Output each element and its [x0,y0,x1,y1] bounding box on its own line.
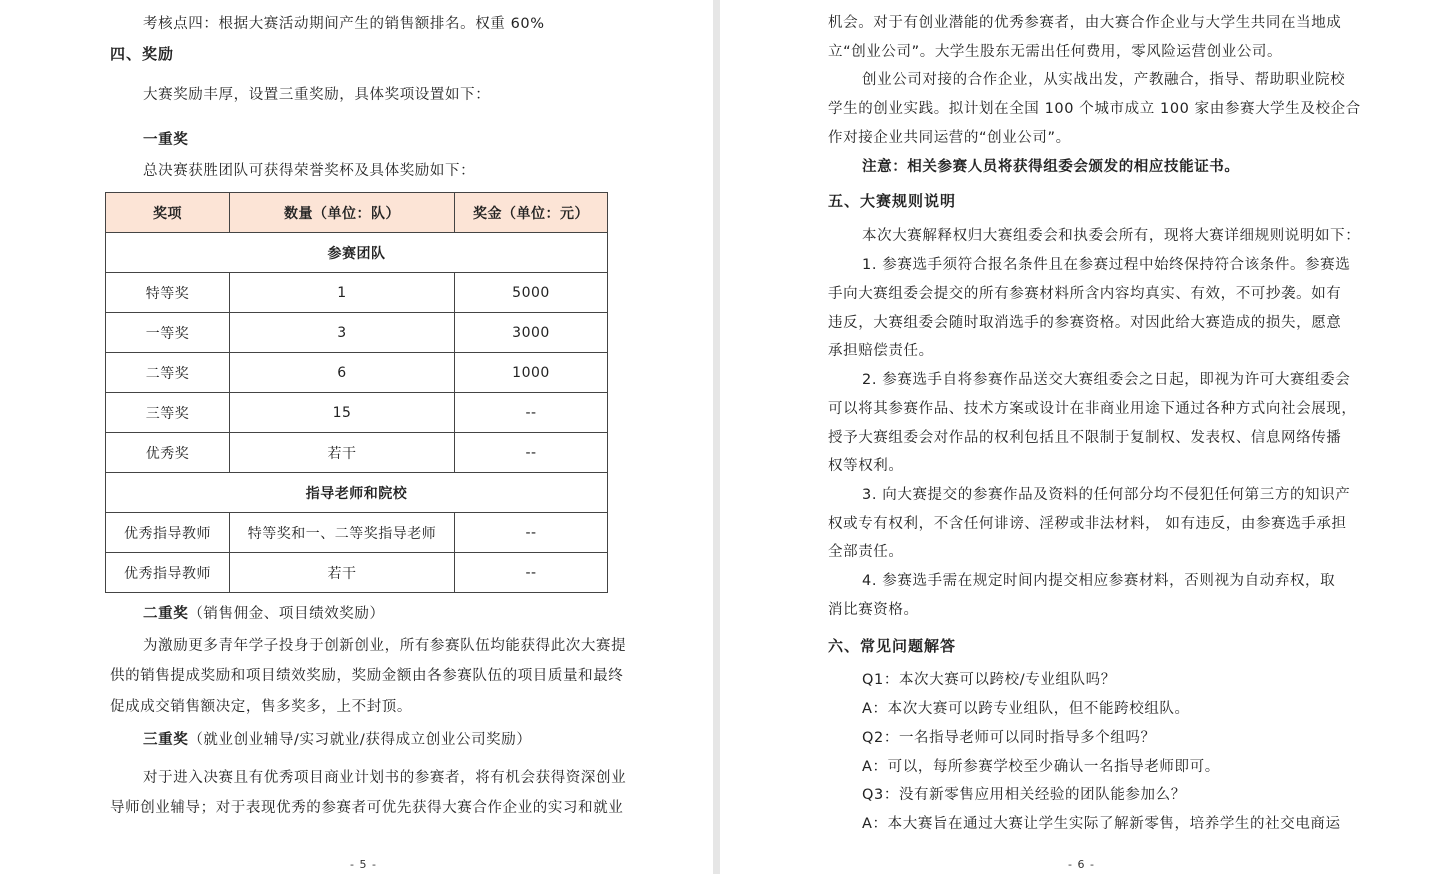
cell-quantity: 3 [230,313,455,353]
table-row [106,353,608,393]
awards-intro: 大赛奖励丰厚，设置三重奖励，具体奖项设置如下： [143,87,491,103]
rule-4-line: 消比赛资格。 [828,602,919,618]
cell-quantity: 若干 [230,433,455,473]
rule-4-line: 4. 参赛选手需在规定时间内提交相应参赛材料，否则视为自动弃权，取 [862,573,1336,589]
table-row [106,513,608,553]
section-teams: 参赛团队 [106,233,608,273]
rule-3-line: 全部责任。 [828,544,904,560]
continued-line: 立“创业公司”。大学生股东无需出任何费用，零风险运营创业公司。 [828,44,1283,60]
cell-bonus: -- [455,433,608,473]
section-six-heading: 六、常见问题解答 [828,637,957,655]
first-prize-description: 总决赛获胜团队可获得荣誉奖杯及具体奖励如下： [143,163,476,179]
cell-bonus: -- [455,513,608,553]
rule-2-line: 授予大赛组委会对作品的权利包括且不限制于复制权、发表权、信息网络传播 [828,430,1342,446]
document-page-6 [720,0,1433,874]
cell-quantity: 15 [230,393,455,433]
second-prize-line [143,605,385,623]
certificate-note: 注意：相关参赛人员将获得组委会颁发的相应技能证书。 [862,159,1240,175]
cell-quantity: 1 [230,273,455,313]
cell-award: 特等奖 [106,273,230,313]
table-row [106,313,608,353]
cell-award: 优秀奖 [106,433,230,473]
cell-award: 优秀指导教师 [106,553,230,593]
third-prize-heading: 三重奖 [143,732,189,748]
rule-1-line: 违反，大赛组委会随时取消选手的参赛资格。对因此给大赛造成的损失，愿意 [828,315,1342,331]
rules-intro: 本次大赛解释权归大赛组委会和执委会所有，现将大赛详细规则说明如下： [862,228,1361,244]
page-number: - 6 - [1068,858,1095,871]
cell-award: 优秀指导教师 [106,513,230,553]
table-header-row [106,193,608,233]
faq-line: Q1：本次大赛可以跨校/专业组队吗？ [862,672,1116,688]
second-prize-text-line: 供的销售提成奖励和项目绩效奖励，奖励金额由各参赛队伍的项目质量和最终 [110,668,624,684]
rule-1-line: 手向大赛组委会提交的所有参赛材料所含内容均真实、有效，不可抄袭。如有 [828,286,1342,302]
assessment-point-four: 考核点四：根据大赛活动期间产生的销售额排名。权重 60% [143,16,545,32]
table-row [106,393,608,433]
cell-quantity: 特等奖和一、二等奖指导老师 [230,513,455,553]
second-prize-text-line: 促成成交销售额决定，售多奖多，上不封顶。 [110,699,412,715]
faq-line: Q2：一名指导老师可以同时指导多个组吗？ [862,730,1156,746]
company-text-line: 创业公司对接的合作企业，从实战出发，产教融合，指导、帮助职业院校 [862,72,1346,88]
cell-quantity: 若干 [230,553,455,593]
second-prize-text-line: 为激励更多青年学子投身于创新创业，所有参赛队伍均能获得此次大赛提 [143,638,627,654]
faq-line: A：可以，每所参赛学校至少确认一名指导老师即可。 [862,759,1220,775]
cell-award: 三等奖 [106,393,230,433]
faq-line: Q3：没有新零售应用相关经验的团队能参加么？ [862,787,1186,803]
section-four-heading: 四、奖励 [110,45,175,63]
cell-bonus: -- [455,553,608,593]
cell-award: 一等奖 [106,313,230,353]
header-award: 奖项 [106,193,230,233]
rule-3-line: 权或专有权利，不含任何诽谤、淫秽或非法材料， 如有违反，由参赛选手承担 [828,516,1347,532]
section-five-heading: 五、大赛规则说明 [828,192,957,210]
table-section-row [106,473,608,513]
section-teachers: 指导老师和院校 [106,473,608,513]
header-bonus: 奖金（单位：元） [455,193,608,233]
third-prize-line [143,731,531,749]
company-text-line: 作对接企业共同运营的“创业公司”。 [828,130,1071,146]
rule-1-line: 承担赔偿责任。 [828,343,934,359]
cell-bonus: -- [455,393,608,433]
table-section-row [106,233,608,273]
cell-quantity: 6 [230,353,455,393]
faq-line: A：本次大赛可以跨专业组队，但不能跨校组队。 [862,701,1190,717]
second-prize-heading: 二重奖 [143,606,189,622]
cell-bonus: 1000 [455,353,608,393]
cell-bonus: 3000 [455,313,608,353]
table-row [106,273,608,313]
third-prize-subtitle: （就业创业辅导/实习就业/获得成立创业公司奖励） [188,732,532,748]
document-page-5 [0,0,713,874]
rule-2-line: 可以将其参赛作品、技术方案或设计在非商业用途下通过各种方式向社会展现， [828,401,1357,417]
table-row [106,553,608,593]
award-table [105,192,608,593]
third-prize-text-line: 对于进入决赛且有优秀项目商业计划书的参赛者，将有机会获得资深创业 [143,770,627,786]
cell-award: 二等奖 [106,353,230,393]
rule-3-line: 3. 向大赛提交的参赛作品及资料的任何部分均不侵犯任何第三方的知识产 [862,487,1351,503]
continued-line: 机会。对于有创业潜能的优秀参赛者，由大赛合作企业与大学生共同在当地成 [828,15,1342,31]
faq-line: A：本大赛旨在通过大赛让学生实际了解新零售，培养学生的社交电商运 [862,816,1341,832]
rule-2-line: 权等权利。 [828,458,904,474]
company-text-line: 学生的创业实践。拟计划在全国 100 个城市成立 100 家由参赛大学生及校企合 [828,101,1361,117]
first-prize-heading: 一重奖 [143,132,189,148]
page-number: - 5 - [350,858,377,871]
third-prize-text-line: 导师创业辅导；对于表现优秀的参赛者可优先获得大赛合作企业的实习和就业 [110,800,624,816]
rule-2-line: 2. 参赛选手自将参赛作品送交大赛组委会之日起，即视为许可大赛组委会 [862,372,1351,388]
table-row [106,433,608,473]
rule-1-line: 1. 参赛选手须符合报名条件且在参赛过程中始终保持符合该条件。参赛选 [862,257,1351,273]
second-prize-subtitle: （销售佣金、项目绩效奖励） [188,606,385,622]
cell-bonus: 5000 [455,273,608,313]
header-quantity: 数量（单位：队） [230,193,455,233]
